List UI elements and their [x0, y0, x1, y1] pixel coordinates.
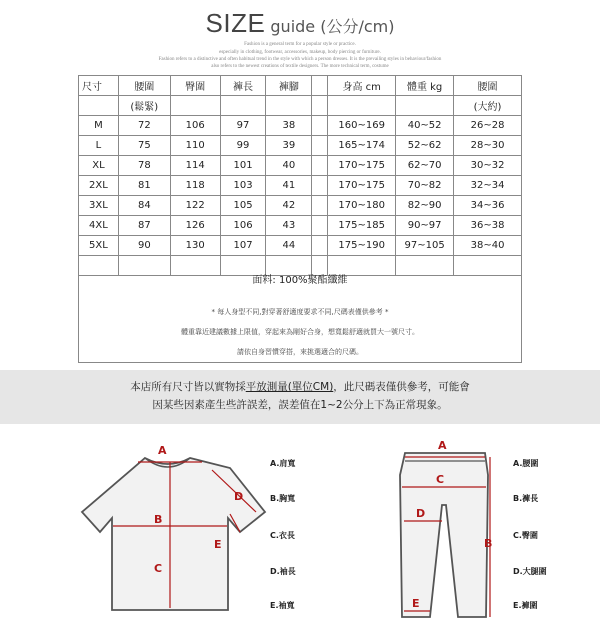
header-cell: 褲長 [220, 76, 266, 96]
letter-b: B [484, 537, 493, 550]
table-cell: 40~52 [396, 116, 454, 136]
table-cell: 175~185 [328, 216, 396, 236]
letter-a: A [158, 444, 167, 457]
table-cell: 106 [220, 216, 266, 236]
subheader-cell [266, 96, 312, 116]
disclaimer-underlined: 平放測量(單位CM) [245, 381, 334, 393]
table-cell: 84 [118, 196, 170, 216]
letter-a: A [438, 439, 447, 452]
table-cell: 62~70 [396, 156, 454, 176]
letter-b: B [154, 513, 163, 526]
table-row [79, 236, 522, 256]
table-cell: 170~180 [328, 196, 396, 216]
table-cell: 38 [266, 116, 312, 136]
size-table [78, 75, 522, 276]
pants-legend-a: A.腰圍 [513, 459, 539, 468]
letter-e: E [214, 538, 222, 551]
table-cell [312, 156, 328, 176]
subheader-cell: (大約) [454, 96, 522, 116]
size-label-cell: 2XL [79, 176, 119, 196]
table-cell: 52~62 [396, 136, 454, 156]
size-label-cell: 5XL [79, 236, 119, 256]
shirt-legend-e: E.袖寬 [270, 601, 295, 610]
table-cell: 39 [266, 136, 312, 156]
table-cell: 78 [118, 156, 170, 176]
table-cell [312, 136, 328, 156]
letter-c: C [436, 473, 445, 486]
table-cell: 90 [118, 236, 170, 256]
tshirt-diagram [80, 440, 270, 620]
tagline-3: Fashion refers to a distinctive and often habitual trend in the style with which a person dresses. It is the prevailing styles in behaviour/fashion [158, 57, 442, 62]
table-cell: 70~82 [396, 176, 454, 196]
disclaimer-text: ，此尺碼表僅供參考，可能會 [333, 381, 470, 393]
table-cell: 42 [266, 196, 312, 216]
table-cell: 40 [266, 156, 312, 176]
shirt-legend-d: D.袖長 [270, 567, 296, 576]
header-cell: 腰圍 [118, 76, 170, 96]
table-cell: 103 [220, 176, 266, 196]
size-label-cell: 4XL [79, 216, 119, 236]
table-cell: 30~32 [454, 156, 522, 176]
table-cell: 110 [170, 136, 220, 156]
size-label-cell: XL [79, 156, 119, 176]
letter-d: D [416, 507, 426, 520]
table-cell: 106 [170, 116, 220, 136]
table-cell [312, 196, 328, 216]
table-cell: 81 [118, 176, 170, 196]
shirt-legend-c: C.衣長 [270, 531, 295, 540]
pants-legend-c: C.臀圍 [513, 531, 538, 540]
table-cell: 38~40 [454, 236, 522, 256]
table-cell: 44 [266, 236, 312, 256]
table-cell: 32~34 [454, 176, 522, 196]
table-cell: 126 [170, 216, 220, 236]
note-line-1: * 每人身型不同,對穿著舒適度要求不同,尺碼表僅供參考 * [211, 308, 389, 316]
table-cell: 99 [220, 136, 266, 156]
fabric-note: 面料: 100%聚酯纖維 [252, 275, 348, 286]
table-body [79, 116, 522, 276]
table-cell: 160~169 [328, 116, 396, 136]
letter-c: C [154, 562, 163, 575]
note-line-2: 體重靠近建議數據上限值，穿起來為剛好合身，想寬鬆舒適就買大一號尺寸。 [181, 328, 419, 336]
title-main: SIZE [205, 8, 266, 38]
pants-legend-d: D.大腿圍 [513, 567, 547, 576]
table-cell [312, 116, 328, 136]
table-cell: 75 [118, 136, 170, 156]
size-label-cell: 3XL [79, 196, 119, 216]
tagline-1: Fashion is a general term for a popular style or practice. [244, 42, 356, 47]
table-cell: 118 [170, 176, 220, 196]
table-header-row [79, 76, 522, 96]
subheader-cell [328, 96, 396, 116]
table-cell: 122 [170, 196, 220, 216]
table-row [79, 176, 522, 196]
table-cell: 34~36 [454, 196, 522, 216]
subheader-cell [79, 96, 119, 116]
header-cell: 尺寸 [79, 76, 119, 96]
pants-legend-b: B.褲長 [513, 494, 539, 503]
note-line-3: 請依自身習慣穿搭，來挑選適合的尺碼。 [237, 348, 363, 356]
tagline-4: also refers to the newest creations of textile designers. The more technical term, costume [211, 64, 389, 69]
shirt-legend-b: B.胸寬 [270, 494, 296, 503]
table-cell: 41 [266, 176, 312, 196]
table-cell: 87 [118, 216, 170, 236]
disclaimer-band [0, 370, 600, 424]
size-label-cell: L [79, 136, 119, 156]
table-cell: 130 [170, 236, 220, 256]
table-cell: 170~175 [328, 156, 396, 176]
subheader-cell [312, 96, 328, 116]
table-cell: 97 [220, 116, 266, 136]
table-cell: 107 [220, 236, 266, 256]
table-cell: 72 [118, 116, 170, 136]
header-cell: 臀圍 [170, 76, 220, 96]
page-title [0, 8, 600, 39]
size-label-cell: M [79, 116, 119, 136]
header-cell: 褲腳 [266, 76, 312, 96]
disclaimer-text: 本店所有尺寸皆以實物採 [130, 381, 246, 393]
subheader-cell [396, 96, 454, 116]
subheader-cell: (鬆緊) [118, 96, 170, 116]
table-row [79, 196, 522, 216]
pants-legend-e: E.褲圍 [513, 601, 538, 610]
disclaimer-line-1 [0, 379, 600, 394]
title-sub: guide (公分/cm) [270, 17, 395, 36]
table-cell: 165~174 [328, 136, 396, 156]
letter-e: E [412, 597, 420, 610]
table-row [79, 136, 522, 156]
table-row [79, 156, 522, 176]
table-cell: 114 [170, 156, 220, 176]
table-cell: 90~97 [396, 216, 454, 236]
table-cell: 170~175 [328, 176, 396, 196]
table-row [79, 116, 522, 136]
table-cell: 97~105 [396, 236, 454, 256]
letter-d: D [234, 490, 244, 503]
table-cell [312, 216, 328, 236]
table-cell: 36~38 [454, 216, 522, 236]
table-cell: 175~190 [328, 236, 396, 256]
tshirt-outline [82, 458, 265, 610]
header-cell: 體重 kg [396, 76, 454, 96]
shirt-legend-a: A.肩寬 [270, 459, 296, 468]
table-cell: 26~28 [454, 116, 522, 136]
disclaimer-line-2: 因某些因素產生些許誤差，誤差值在1~2公分上下為正常現象。 [152, 399, 448, 411]
table-cell: 101 [220, 156, 266, 176]
table-cell [312, 176, 328, 196]
table-cell: 43 [266, 216, 312, 236]
notes-box [78, 267, 522, 363]
table-cell: 82~90 [396, 196, 454, 216]
table-subheader-row [79, 96, 522, 116]
header-cell: 腰圍 [454, 76, 522, 96]
header-cell [312, 76, 328, 96]
table-cell: 28~30 [454, 136, 522, 156]
table-cell [312, 236, 328, 256]
table-row [79, 216, 522, 236]
header-cell: 身高 cm [328, 76, 396, 96]
tagline-2: especially in clothing, footwear, accessories, makeup, body piercing or furniture. [219, 50, 381, 55]
table-cell: 105 [220, 196, 266, 216]
subheader-cell [220, 96, 266, 116]
subheader-cell [170, 96, 220, 116]
pants-diagram [390, 435, 500, 625]
